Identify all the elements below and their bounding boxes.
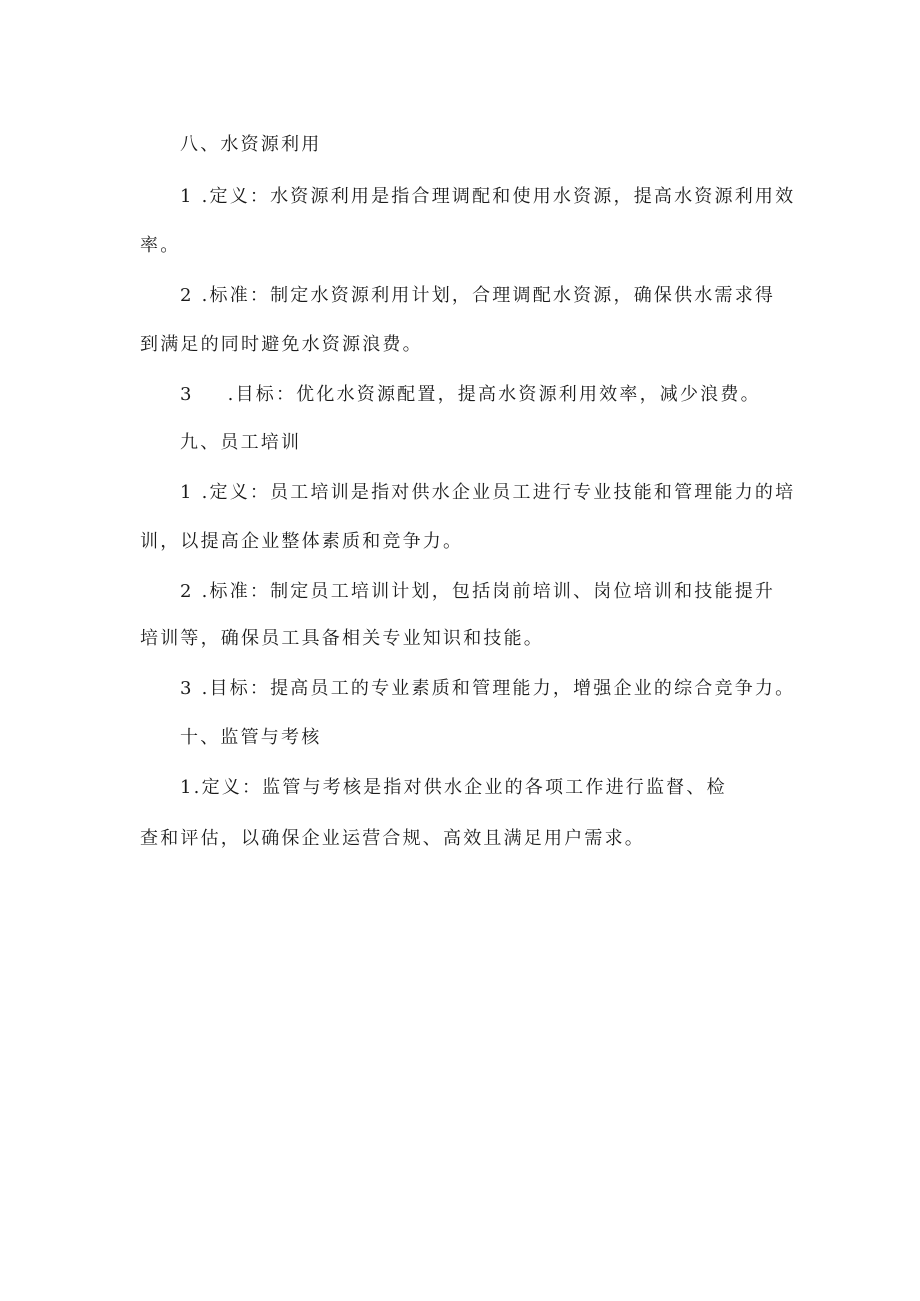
section-heading: 九、员工培训	[180, 432, 302, 453]
paragraph-line: 率。	[140, 235, 181, 256]
paragraph-line: 训，以提高企业整体素质和竞争力。	[140, 531, 464, 552]
paragraph-line	[180, 383, 761, 407]
paragraph-line: 1 .定义：水资源利用是指合理调配和使用水资源，提高水资源利用效	[180, 186, 796, 207]
paragraph-line: 2 .标准：制定水资源利用计划，合理调配水资源，确保供水需求得	[180, 285, 776, 306]
list-text: .目标：优化水资源配置，提高水资源利用效率，减少浪费。	[227, 384, 761, 405]
paragraph-line: 3 .目标：提高员工的专业素质和管理能力，增强企业的综合竞争力。	[180, 678, 796, 699]
paragraph-line: 培训等，确保员工具备相关专业知识和技能。	[140, 628, 544, 649]
paragraph-line: 1 .定义：员工培训是指对供水企业员工进行专业技能和管理能力的培	[180, 482, 796, 503]
paragraph-line: 2 .标准：制定员工培训计划，包括岗前培训、岗位培训和技能提升	[180, 581, 776, 602]
section-heading: 八、水资源利用	[180, 134, 322, 155]
list-number: 3	[180, 384, 194, 405]
section-heading: 十、监管与考核	[180, 727, 322, 748]
paragraph-line: 查和评估，以确保企业运营合规、高效且满足用户需求。	[140, 828, 645, 849]
paragraph-line: 1.定义：监管与考核是指对供水企业的各项工作进行监督、检	[180, 777, 727, 798]
paragraph-line: 到满足的同时避免水资源浪费。	[140, 334, 423, 355]
